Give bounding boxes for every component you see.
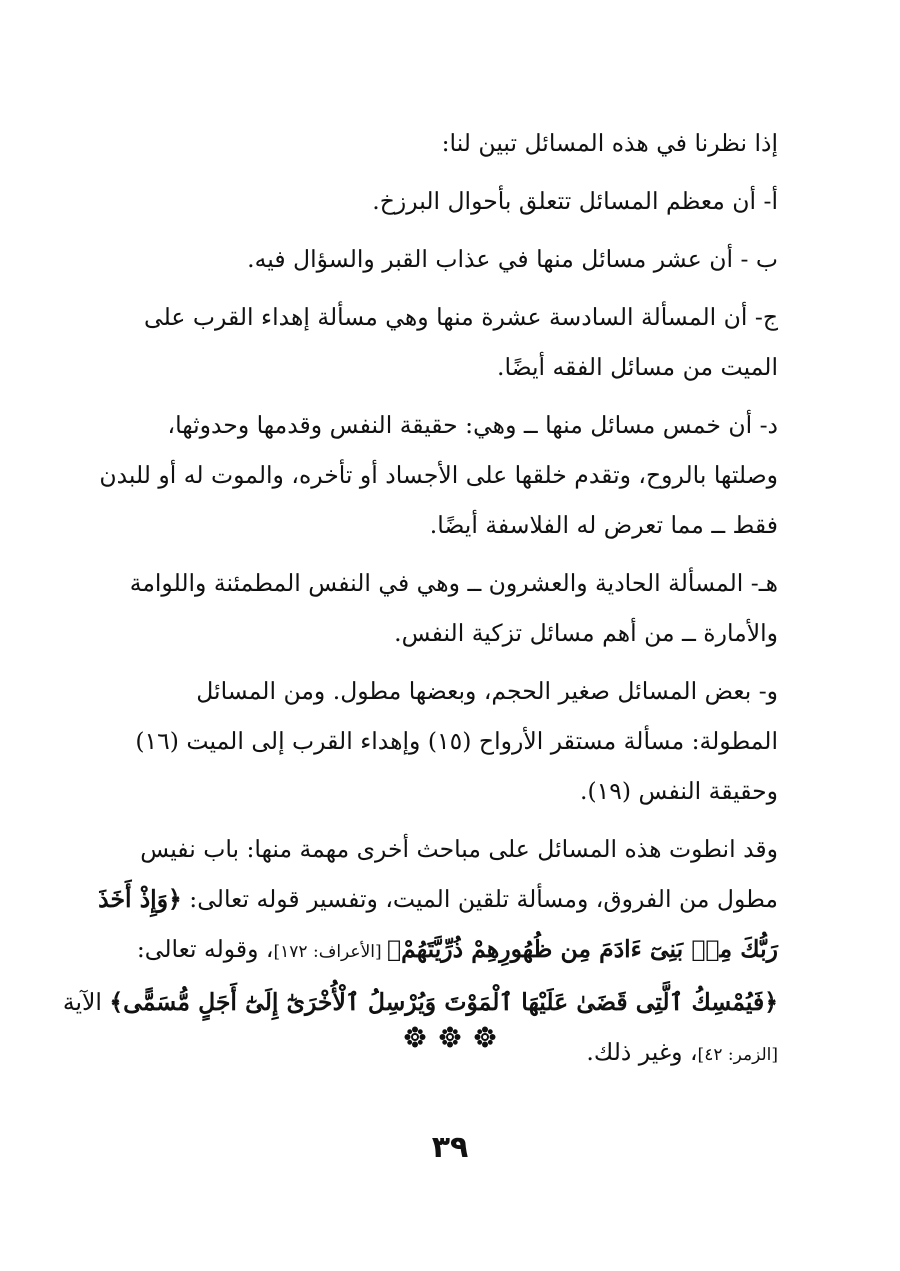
flower-ornament-icon (439, 1026, 461, 1048)
paragraph-point-h (120, 558, 778, 658)
paragraph-line: ج- أن المسألة السادسة عشرة منها وهي مسألة إهداء القرب على (144, 303, 778, 331)
page-number: ٣٩ (431, 1130, 469, 1165)
verse-reference: [الزمر: ٤٢] (697, 1045, 778, 1065)
paragraph-line: والأمارة ــ من أهم مسائل تزكية النفس. (394, 619, 778, 647)
paragraph-line (120, 924, 778, 977)
flower-ornament-icon (474, 1026, 496, 1048)
paragraph-point-d (99, 400, 778, 550)
paragraph-point-c (120, 292, 778, 392)
verse-reference: [الأعراف: ١٧٢] (273, 942, 388, 962)
paragraph-line: وصلتها بالروح، وتقدم خلقها على الأجساد أو تأخره، والموت له أو للبدن (99, 461, 778, 489)
paragraph-line: إذا نظرنا في هذه المسائل تبين لنا: (441, 129, 778, 157)
paragraph-line: وقد انطوت هذه المسائل على مباحث أخرى مهمة منها: باب نفيس (140, 835, 778, 863)
paragraph-text: مطول من الفروق، ومسألة تلقين الميت، وتفسير قوله تعالى: (181, 885, 778, 913)
paragraph-line: ب - أن عشر مسائل منها في عذاب القبر والسؤال فيه. (247, 245, 778, 273)
section-divider (0, 1026, 900, 1052)
paragraph-line: هـ- المسألة الحادية والعشرون ــ وهي في النفس المطمئنة واللوامة (129, 569, 778, 597)
paragraph-text: ، وغير ذلك. (586, 1038, 698, 1066)
paragraph-point-w (120, 666, 778, 816)
paragraph-text: ، وقوله تعالى: (136, 935, 274, 963)
paragraph-line: الميت من مسائل الفقه أيضًا. (497, 353, 778, 381)
paragraph-line: و- بعض المسائل صغير الحجم، وبعضها مطول. ومن المسائل (196, 677, 778, 705)
quran-verse: رَبُّكَ مِنۢ بَنِىٓ ءَادَمَ مِن ظُهُورِهِمْ ذُرِّيَّتَهُمْ﴾ (387, 935, 778, 963)
quran-verse: ﴿فَيُمْسِكُ ٱلَّتِى قَضَىٰ عَلَيْهَا ٱلْمَوْتَ وَيُرْسِلُ ٱلْأُخْرَىٰٓ إِلَىٰٓ أَجَلٍ مُّسَمًّى﴾ (109, 988, 778, 1016)
paragraph-line: المطولة: مسألة مستقر الأرواح (١٥) وإهداء القرب إلى الميت (١٦) (135, 727, 778, 755)
quran-verse: ﴿وَإِذْ أَخَذَ (98, 885, 182, 913)
paragraph-line (98, 874, 778, 924)
paragraph-line (62, 977, 778, 1027)
paragraph-line: د- أن خمس مسائل منها ــ وهي: حقيقة النفس وقدمها وحدوثها، (167, 411, 778, 439)
paragraph-point-b (120, 234, 778, 284)
paragraph-text: الآية (62, 988, 110, 1016)
flower-ornament-icon (404, 1026, 426, 1048)
paragraph-line: وحقيقة النفس (١٩). (580, 777, 778, 805)
document-body (62, 118, 778, 1088)
paragraph-line: فقط ــ مما تعرض له الفلاسفة أيضًا. (429, 511, 778, 539)
paragraph-intro (120, 118, 778, 168)
paragraph-line: أ- أن معظم المسائل تتعلق بأحوال البرزخ. (372, 187, 778, 215)
paragraph-point-a (120, 176, 778, 226)
